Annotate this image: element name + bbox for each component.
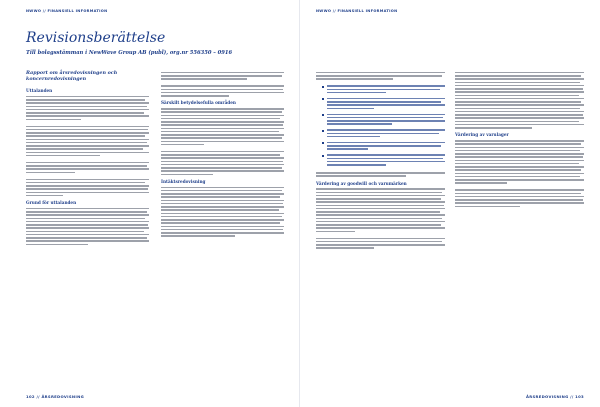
- paragraph: [161, 185, 284, 239]
- right-column-1: [316, 70, 445, 251]
- right-column-2: [455, 70, 584, 251]
- paragraph: [455, 138, 584, 209]
- subhead-goodwill: Värdering av goodwill och varumärken: [316, 180, 407, 186]
- left-column-1: [26, 70, 149, 247]
- paragraph: [26, 94, 149, 198]
- subhead-varulager: Värdering av varulager: [455, 132, 509, 138]
- paragraph: [455, 70, 584, 130]
- procedure-list: [322, 84, 445, 169]
- section-heading: Rapport om årsredovisningen och koncernredovisningen: [26, 70, 118, 82]
- list-item: [322, 96, 445, 111]
- paragraph: [316, 70, 445, 82]
- paragraph: [316, 170, 445, 178]
- subhead-intakt: Intäktsredovisning: [161, 178, 206, 184]
- subhead-grund: Grund för uttalanden: [26, 200, 77, 205]
- page-footer: 102 // ÅRSREDOVISNING: [26, 394, 85, 399]
- right-page: [300, 0, 600, 407]
- page-header: NWWO // FINANSIELL INFORMATION: [316, 9, 398, 13]
- paragraph: [26, 206, 149, 247]
- list-item: [322, 153, 445, 168]
- subhead-uttalanden: Uttalanden: [26, 88, 53, 93]
- page-subtitle: Till bolagsstämman i NewWave Group AB (publ), org.nr 556350 – 0916: [26, 50, 233, 56]
- page-footer: ÅRSREDOVISNING // 103: [525, 394, 584, 399]
- paragraph: [161, 106, 284, 177]
- paragraph: [161, 70, 284, 98]
- list-item: [322, 140, 445, 152]
- paragraph: [316, 187, 445, 251]
- list-item: [322, 84, 445, 96]
- subhead-sarskilt: Särskilt betydelsefulla områden: [161, 100, 236, 106]
- left-columns: [26, 70, 284, 247]
- list-item: [322, 128, 445, 140]
- left-column-2: [161, 70, 284, 247]
- page-header: NWWO // FINANSIELL INFORMATION: [26, 9, 108, 13]
- list-item: [322, 112, 445, 127]
- right-columns: [316, 70, 584, 251]
- page-title: Revisionsberättelse: [26, 30, 166, 46]
